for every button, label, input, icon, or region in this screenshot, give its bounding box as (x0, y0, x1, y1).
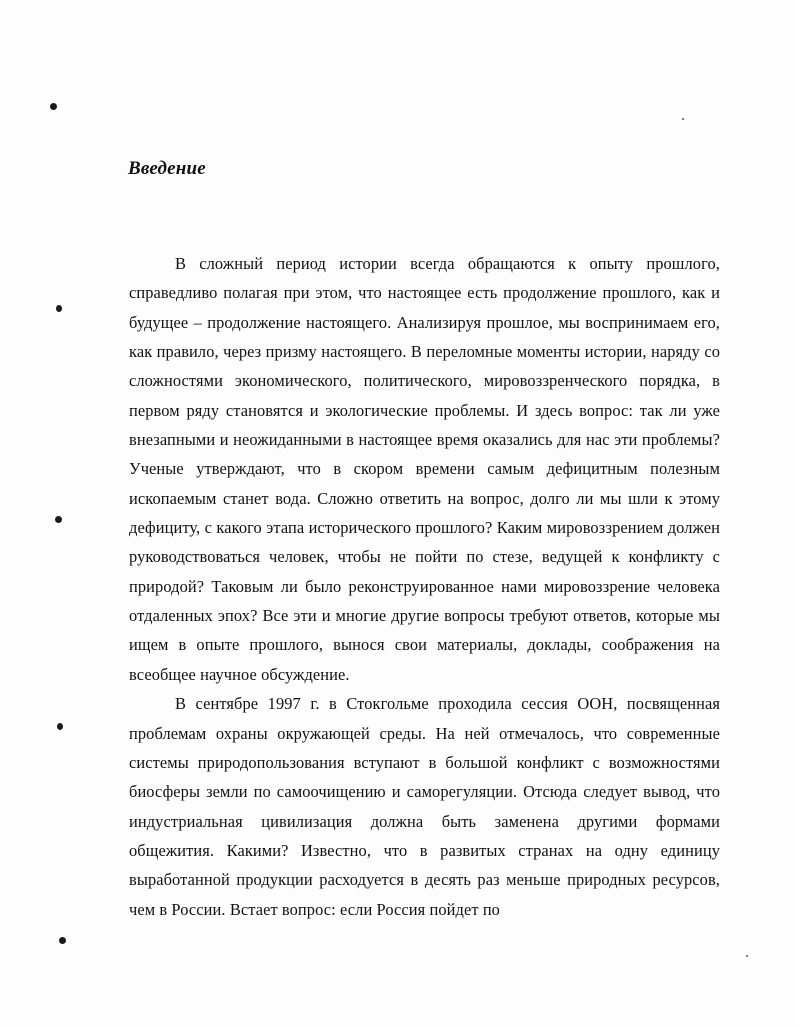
scan-mark (59, 937, 66, 944)
paragraph-2: В сентябре 1997 г. в Стокгольме проходила сессия ООН, посвященная проблемам охраны окружающей среды. На ней отмечалось, что современные системы природопользования вступают в большой конфликт с возможностями биосферы земли по самоочищению и саморегуляции. Отсюда следует вывод, что индустриальная цивилизация должна быть заменена другими формами общежития. Какими? Известно, что в развитых странах на одну единицу выработанной продукции расходуется в десять раз меньше природных ресурсов, чем в России. Встает вопрос: если Россия пойдет по (129, 694, 720, 919)
scan-mark (57, 723, 63, 730)
body-text (129, 249, 720, 924)
scan-mark (50, 103, 57, 110)
section-heading: Введение (128, 158, 206, 179)
paragraph-1: В сложный период истории всегда обращаются к опыту прошлого, справедливо полагая при этом, что настоящее есть продолжение прошлого, как и будущее – продолжение настоящего. Анализируя прошлое, мы воспринимаем его, как правило, через призму настоящего. В переломные моменты истории, наряду со сложностями экономического, политического, мировоззренческого порядка, в первом ряду становятся и экологические проблемы. И здесь вопрос: так ли уже внезапными и неожиданными в настоящее время оказались для нас эти проблемы? Ученые утверждают, что в скором времени самым дефицитным полезным ископаемым станет вода. Сложно ответить на вопрос, долго ли мы шли к этому дефициту, с какого этапа исторического прошлого? Каким мировоззрением должен руководствоваться человек, чтобы не пойти по стезе, ведущей к конфликту с природой? Таковым ли было реконструированное нами мировоззрение человека отдаленных эпох? Все эти и многие другие вопросы требуют ответов, которые мы ищем в опыте прошлого, вынося свои материалы, доклады, соображения на всеобщее научное обсуждение. (129, 254, 720, 684)
scan-speck (682, 118, 684, 120)
scan-speck (746, 955, 748, 957)
scan-mark (56, 305, 62, 312)
scan-mark (55, 516, 62, 523)
